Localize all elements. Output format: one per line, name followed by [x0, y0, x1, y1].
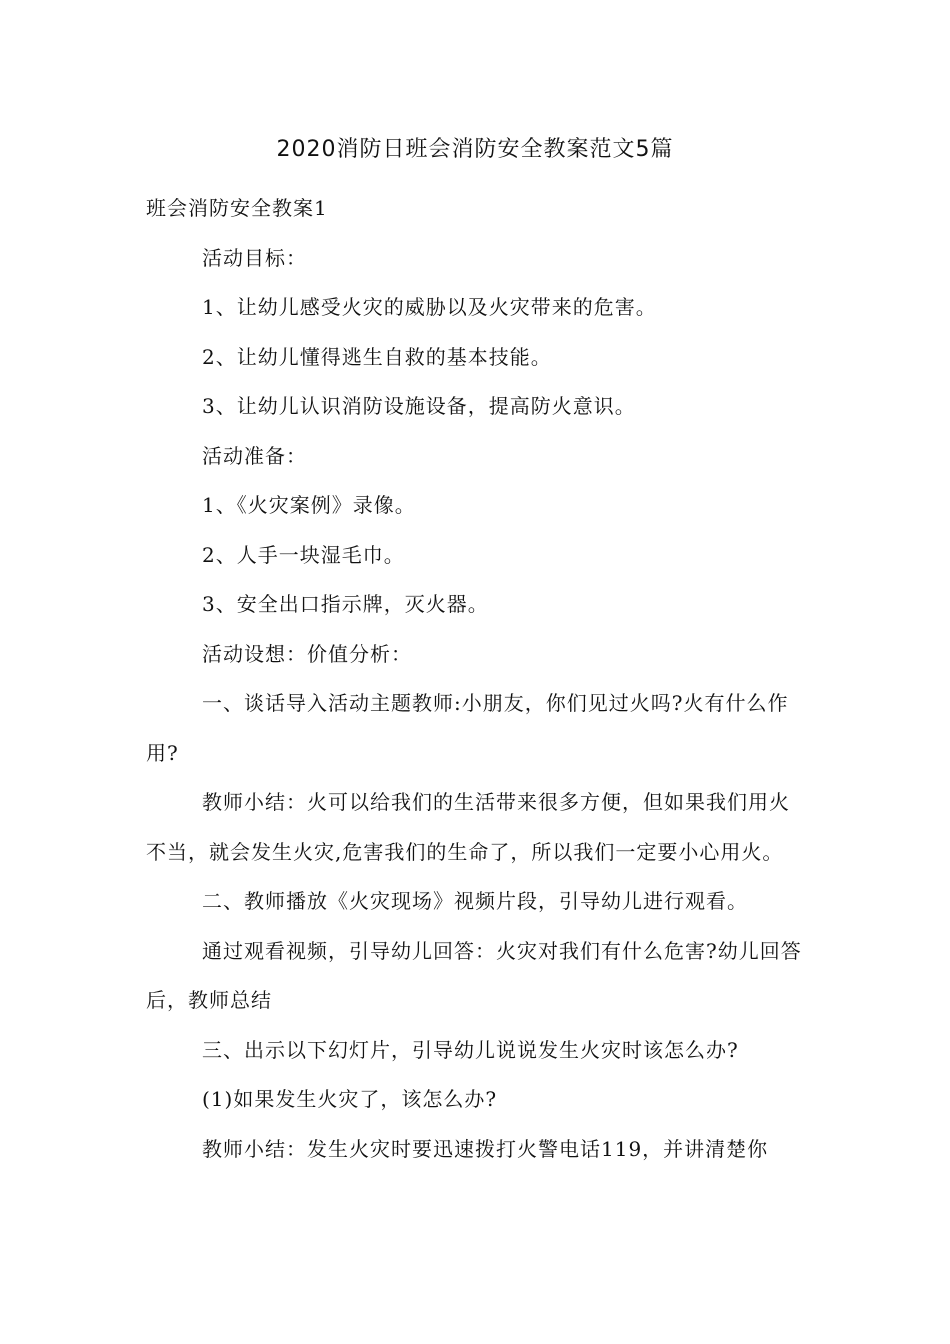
- paragraph: 1、让幼儿感受火灾的威胁以及火灾带来的危害。: [202, 295, 657, 319]
- section-heading: 班会消防安全教案1: [146, 196, 328, 220]
- paragraph: 活动目标：: [202, 245, 307, 270]
- paragraph: 二、教师播放《火灾现场》视频片段，引导幼儿进行观看。: [202, 889, 748, 913]
- paragraph: 1、《火灾案例》录像。: [202, 493, 416, 517]
- paragraph: 教师小结：火可以给我们的生活带来很多方便，但如果我们用火不当，就会发生火灾,危害我们的生命了，所以我们一定要小心用火。: [146, 790, 790, 864]
- paragraph: 通过观看视频，引导幼儿回答：火灾对我们有什么危害?幼儿回答后，教师总结: [146, 938, 802, 1012]
- paragraph: 活动准备：: [202, 443, 307, 468]
- paragraph: 2、人手一块湿毛巾。: [202, 542, 405, 567]
- document-body: [146, 184, 810, 1174]
- paragraph: (1)如果发生火灾了，该怎么办?: [202, 1087, 498, 1111]
- paragraph: 一、谈话导入活动主题教师:小朋友，你们见过火吗?火有什么作用?: [146, 691, 789, 765]
- paragraph: 2、让幼儿懂得逃生自救的基本技能。: [202, 344, 552, 369]
- paragraph: 三、出示以下幻灯片，引导幼儿说说发生火灾时该怎么办?: [202, 1037, 739, 1062]
- document-title: 2020消防日班会消防安全教案范文5篇: [276, 137, 674, 162]
- paragraph: 3、让幼儿认识消防设施设备，提高防火意识。: [202, 394, 636, 418]
- paragraph: 教师小结：发生火灾时要迅速拨打火警电话119，并讲清楚你: [202, 1136, 769, 1161]
- paragraph: 3、安全出口指示牌，灭火器。: [202, 592, 489, 616]
- paragraph: 活动设想：价值分析：: [202, 641, 412, 666]
